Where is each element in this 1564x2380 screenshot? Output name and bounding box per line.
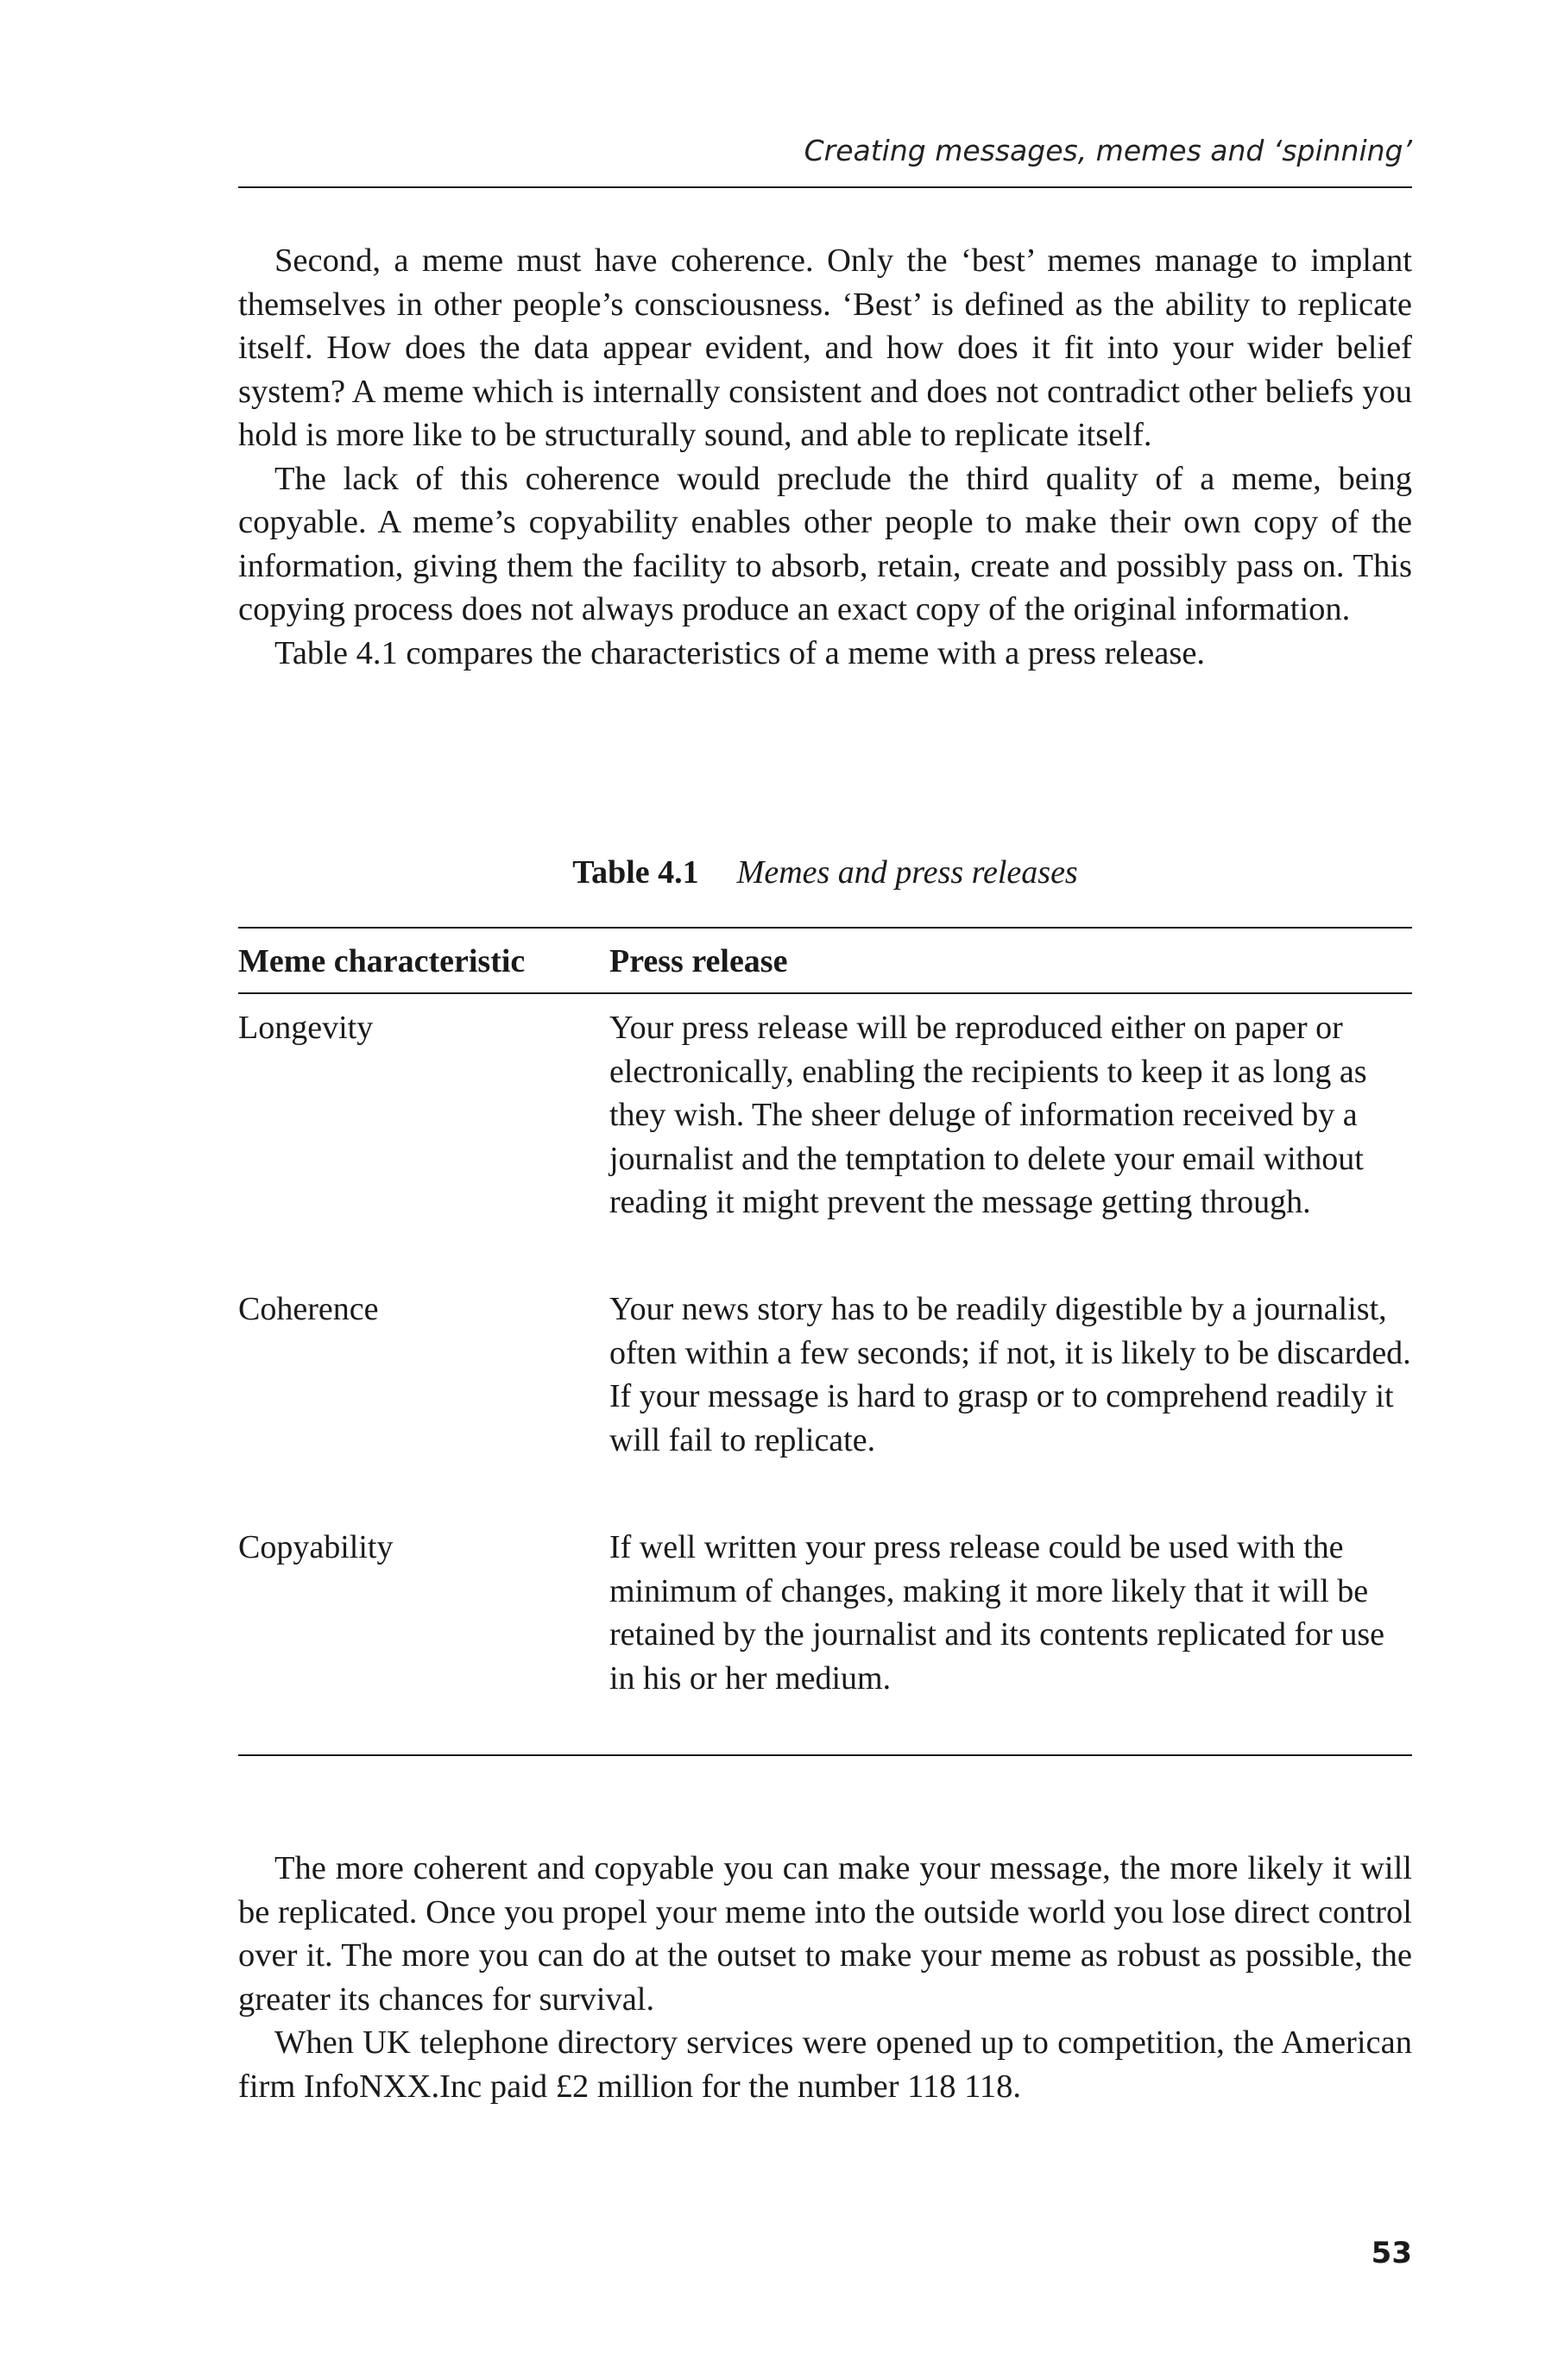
table-cell-press-release: Your press release will be reproduced either on paper or electronically, enabling the recipients to keep it as long as they wish. The sheer deluge of information received by a journalist and the temptation to delete your email without reading it might prevent the message getting through. [609,1010,1367,1220]
table-title: Memes and press releases [736,854,1078,891]
paragraph: Second, a meme must have coherence. Only the ‘best’ memes manage to implant themselves in other people’s consciousness. ‘Best’ is defined as the ability to replicate itself. How does the data appear evident, and how does it fit into your wider belief system? A meme which is internally consistent and does not contradict other beliefs you hold is more like to be structurally sound, and able to replicate itself. [238,242,1412,453]
table-cell-press-release: If well written your press release could be used with the minimum of changes, making it more likely that it will be retained by the journalist and its contents replicated for use in his or her medium. [609,1529,1384,1697]
table-top-rule [238,927,1412,929]
page-number: 53 [1371,2236,1412,2270]
body-text-top [238,239,1412,675]
running-header: Creating messages, memes and ‘spinning’ [804,134,1412,167]
table-bottom-rule [238,1754,1412,1756]
body-text-bottom [238,1847,1412,2108]
header-rule [238,186,1412,188]
book-page [238,0,1412,2380]
table-caption [238,851,1412,894]
table-header-rule [238,992,1412,994]
table-cell-characteristic: Longevity [238,1010,374,1046]
table-cell-press-release: Your news story has to be readily digestible by a journalist, often within a few seconds; if not, it is likely to be discarded. If your message is hard to grasp or to comprehend readily it will fail to replicate. [609,1291,1411,1458]
table-header-press-release: Press release [609,943,788,979]
paragraph: Table 4.1 compares the characteristics of a meme with a press release. [274,634,1206,671]
table-cell-characteristic: Coherence [238,1291,379,1327]
table-header-meme-characteristic: Meme characteristic [238,943,526,979]
paragraph: The lack of this coherence would preclude the third quality of a meme, being copyable. A meme’s copyability enables other people to make their own copy of the information, giving them the facility to absorb, retain, create and possibly pass on. This copying process does not always produce an exact copy of the original information. [238,460,1412,627]
table-number: Table 4.1 [572,854,699,891]
paragraph: The more coherent and copyable you can make your message, the more likely it will be replicated. Once you propel your meme into the outside world you lose direct control over it. The more you can do at the outset to make your meme as robust as possible, the greater its chances for survival. [238,1850,1412,2018]
table-cell-characteristic: Copyability [238,1529,394,1565]
paragraph: When UK telephone directory services were opened up to competition, the American firm InfoNXX.Inc paid £2 million for the number 118 118. [238,2024,1412,2105]
